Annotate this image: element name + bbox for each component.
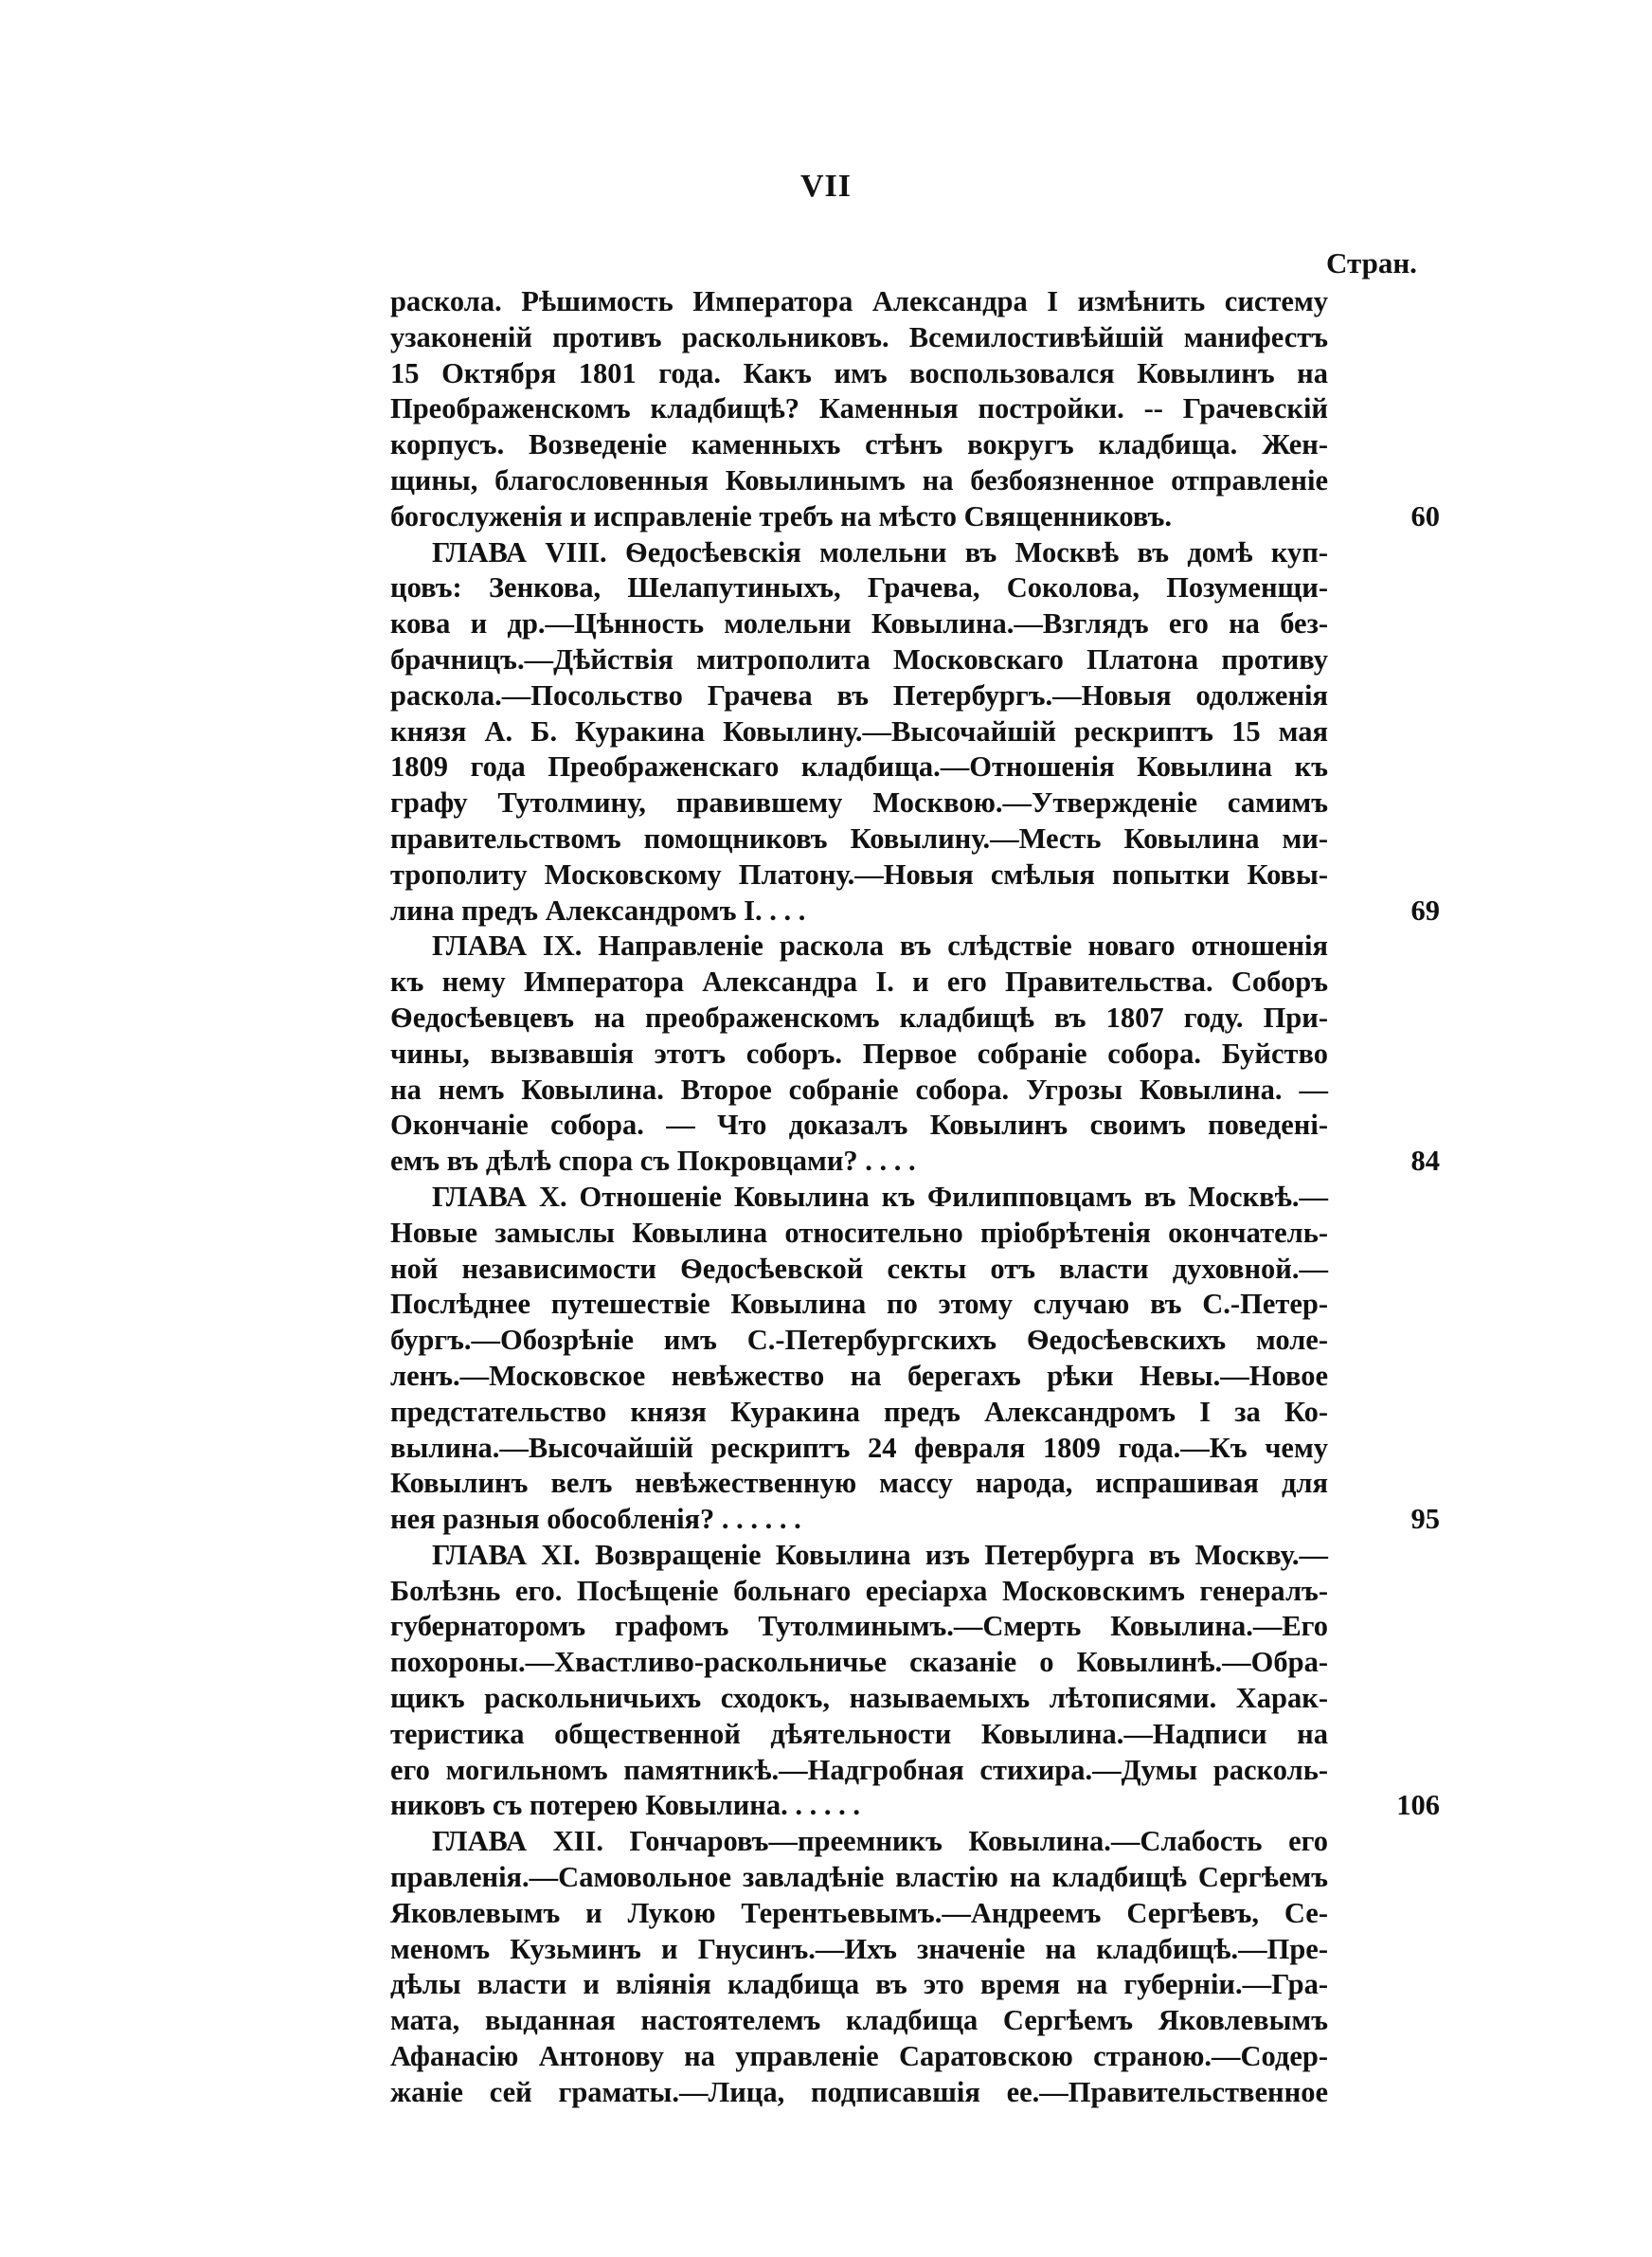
toc-line: правительствомъ помощниковъ Ковылину.—Месть Ковылина ми- bbox=[390, 822, 1328, 855]
toc-entry bbox=[390, 1824, 1328, 2110]
toc-line: лина предъ Александромъ I. . . . bbox=[390, 894, 806, 927]
toc-line: раскола. Рѣшимость Императора Александра I измѣнить систему bbox=[390, 285, 1328, 317]
toc-page-number: 60 bbox=[1410, 499, 1440, 533]
toc-line: Окончаніе собора. — Что доказалъ Ковылинъ своимъ поведені- bbox=[390, 1109, 1328, 1142]
toc-line: ной независимости Ѳедосѣевской секты отъ власти духовной.— bbox=[390, 1252, 1328, 1285]
toc-line: жаніе сей граматы.—Лица, подписавшія ее.—Правительственное bbox=[390, 2075, 1328, 2108]
toc-line: его могильномъ памятникѣ.—Надгробная стихира.—Думы расколь- bbox=[390, 1753, 1328, 1786]
toc-line: 15 Октября 1801 года. Какъ имъ воспользовался Ковылинъ на bbox=[390, 356, 1328, 389]
toc-line: князя А. Б. Куракина Ковылину.—Высочайшій рескриптъ 15 мая bbox=[390, 714, 1328, 748]
table-of-contents bbox=[390, 284, 1440, 2111]
toc-page-number: 106 bbox=[1396, 1789, 1440, 1822]
toc-line: дѣлы власти и вліянія кладбища въ это время на губерніи.—Гра- bbox=[390, 1968, 1328, 2001]
toc-line: никовъ съ потерею Ковылина. . . . . . bbox=[390, 1789, 860, 1822]
toc-line: бургъ.—Обозрѣніе имъ С.-Петербургскихъ Ѳедосѣевскихъ моле- bbox=[390, 1324, 1328, 1357]
toc-line: предстательство князя Куракина предъ Александромъ I за Ко- bbox=[390, 1395, 1328, 1428]
page-column-heading: Стран. bbox=[1326, 246, 1417, 280]
toc-line: теристика общественной дѣятельности Ковылина.—Надписи на bbox=[390, 1717, 1328, 1750]
toc-line: Афанасію Антонову на управленіе Саратовскою страною.—Содер- bbox=[390, 2040, 1328, 2073]
toc-line: Болѣзнь его. Посѣщеніе больнаго ересіарха Московскимъ генералъ- bbox=[390, 1574, 1328, 1607]
toc-line: Ѳедосѣевцевъ на преображенскомъ кладбищѣ въ 1807 году. При- bbox=[390, 1001, 1328, 1034]
toc-line: 1809 года Преображенскаго кладбища.—Отношенія Ковылина къ bbox=[390, 750, 1328, 784]
toc-line: Новые замыслы Ковылина относительно пріобрѣтенія окончатель- bbox=[390, 1216, 1328, 1249]
toc-page-number: 69 bbox=[1410, 894, 1440, 927]
page-number: VII bbox=[799, 169, 853, 204]
toc-line: мата, выданная настоятелемъ кладбища Сергѣемъ Яковлевымъ bbox=[390, 2004, 1328, 2037]
toc-entry bbox=[390, 929, 1440, 1180]
toc-line: брачницъ.—Дѣйствія митрополита Московскаго Платона противу bbox=[390, 642, 1328, 676]
toc-line: похороны.—Хвастливо-раскольничье сказаніе о Ковылинѣ.—Обра- bbox=[390, 1646, 1328, 1679]
toc-line: правленія.—Самовольное завладѣніе властію на кладбищѣ Сергѣемъ bbox=[390, 1861, 1328, 1894]
toc-page-number: 84 bbox=[1410, 1145, 1440, 1178]
toc-line: нея разныя обособленія? . . . . . . bbox=[390, 1503, 801, 1536]
toc-entry bbox=[390, 284, 1440, 535]
toc-entry bbox=[390, 535, 1440, 930]
toc-line: богослуженія и исправленіе требъ на мѣсто Священниковъ. bbox=[390, 499, 1173, 533]
toc-line: узаконеній противъ раскольниковъ. Всемилостивѣйшій манифестъ bbox=[390, 320, 1328, 353]
toc-line: Преображенскомъ кладбищѣ? Каменныя постройки. -- Грачевскій bbox=[390, 392, 1328, 425]
toc-entry bbox=[390, 1538, 1440, 1824]
toc-line: трополиту Московскому Платону.—Новыя смѣлыя попытки Ковы- bbox=[390, 858, 1328, 891]
toc-line: щины, благословенныя Ковылинымъ на безбоязненное отправленіе bbox=[390, 463, 1328, 497]
toc-line: чины, вызвавшія этотъ соборъ. Первое собраніе собора. Буйство bbox=[390, 1037, 1328, 1070]
toc-line: кова и др.—Цѣнность молельни Ковылина.—Взглядъ его на без- bbox=[390, 607, 1328, 641]
toc-line: вылина.—Высочайшій рескриптъ 24 февраля 1809 года.—Къ чему bbox=[390, 1431, 1328, 1464]
toc-line: ГЛАВА IX. Направленіе раскола въ слѣдствіе новаго отношенія bbox=[432, 930, 1328, 963]
toc-line: ГЛАВА X. Отношеніе Ковылина къ Филипповцамъ въ Москвѣ.— bbox=[432, 1180, 1328, 1213]
toc-line: цовъ: Зенкова, Шелапутиныхъ, Грачева, Соколова, Позуменщи- bbox=[390, 571, 1328, 605]
toc-line: Ковылинъ велъ невѣжественную массу народа, испрашивая для bbox=[390, 1467, 1328, 1500]
toc-line: емъ въ дѣлѣ спора съ Покровцами? . . . . bbox=[390, 1145, 916, 1178]
toc-line: ГЛАВА XI. Возвращеніе Ковылина изъ Петербурга въ Москву.— bbox=[432, 1538, 1328, 1571]
toc-page-number: 95 bbox=[1410, 1503, 1440, 1536]
toc-line: ГЛАВА XII. Гончаровъ—преемникъ Ковылина.—Слабость его bbox=[432, 1825, 1328, 1858]
toc-entry bbox=[390, 1180, 1440, 1538]
toc-line: щикъ раскольничьихъ сходокъ, называемыхъ лѣтописями. Харак- bbox=[390, 1682, 1328, 1715]
toc-line: ГЛАВА VIII. Ѳедосѣевскія молельни въ Москвѣ въ домѣ куп- bbox=[432, 535, 1328, 569]
toc-line: къ нему Императора Александра I. и его Правительства. Соборъ bbox=[390, 966, 1328, 999]
toc-line: губернаторомъ графомъ Тутолминымъ.—Смерть Ковылина.—Его bbox=[390, 1610, 1328, 1643]
toc-line: Яковлевымъ и Лукою Терентьевымъ.—Андреемъ Сергѣевъ, Се- bbox=[390, 1896, 1328, 1929]
toc-line: корпусъ. Возведеніе каменныхъ стѣнъ вокругъ кладбища. Жен- bbox=[390, 428, 1328, 461]
toc-line: на немъ Ковылина. Второе собраніе собора. Угрозы Ковылина. — bbox=[390, 1073, 1328, 1106]
toc-line: графу Тутолмину, правившему Москвою.—Утвержденіе самимъ bbox=[390, 786, 1328, 820]
toc-line: ленъ.—Московское невѣжество на берегахъ рѣки Невы.—Новое bbox=[390, 1359, 1328, 1392]
toc-line: меномъ Кузьминъ и Гнусинъ.—Ихъ значеніе на кладбищѣ.—Пре- bbox=[390, 1932, 1328, 1965]
toc-line: Послѣднее путешествіе Ковылина по этому случаю въ С.-Петер- bbox=[390, 1288, 1328, 1321]
toc-line: раскола.—Посольство Грачева въ Петербургъ.—Новыя одолженія bbox=[390, 678, 1328, 712]
